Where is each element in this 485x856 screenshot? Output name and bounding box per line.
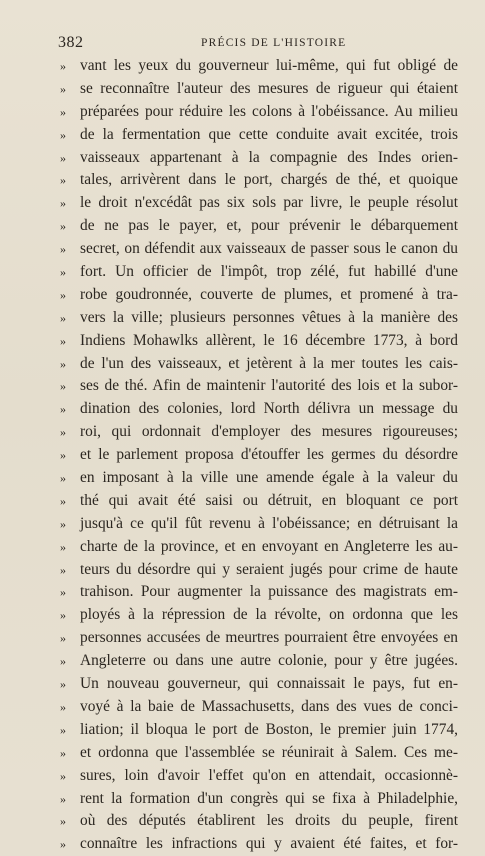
line-text: vaisseaux appartenant à la compagnie des Indes orien- <box>80 148 458 166</box>
line-text: se reconnaître l'auteur des mesures de rigueur qui étaient <box>80 79 458 97</box>
quotation-mark: » <box>60 516 66 531</box>
quotation-mark: » <box>60 837 66 852</box>
text-line <box>60 696 458 719</box>
line-text: robe goudronnée, couverte de plumes, et promené à tra- <box>80 285 458 303</box>
text-line <box>60 353 458 376</box>
text-line <box>60 627 458 650</box>
quotation-mark: » <box>60 333 66 348</box>
page-number: 382 <box>58 34 84 51</box>
line-text: où des députés établirent les droits du peuple, firent <box>80 812 458 830</box>
quotation-mark: » <box>60 631 66 646</box>
text-line <box>60 284 458 307</box>
line-text: de ne pas le payer, et, pour prévenir le débarquement <box>80 217 458 235</box>
quotation-mark: » <box>60 173 66 188</box>
line-text: sures, loin d'avoir l'effet qu'on en attendait, occasionnè- <box>80 766 458 784</box>
line-text: tales, arrivèrent dans le port, chargés de thé, et quoique <box>80 171 458 189</box>
quotation-mark: » <box>60 287 66 302</box>
quotation-mark: » <box>60 425 66 440</box>
quotation-mark: » <box>60 379 66 394</box>
quotation-mark: » <box>60 59 66 73</box>
line-text: secret, on défendit aux vaisseaux de passer sous le canon du <box>80 240 458 258</box>
line-text: en imposant à la ville une amende égale à la valeur du <box>80 469 458 487</box>
line-text: roi, qui ordonnait d'employer des mesures rigoureuses; <box>80 423 458 441</box>
quotation-mark: » <box>60 219 66 234</box>
text-line <box>60 261 458 284</box>
text-line <box>60 490 458 513</box>
quotation-mark: » <box>60 196 66 211</box>
text-line <box>60 604 458 627</box>
line-text: vers la ville; plusieurs personnes vêtues à la manière des <box>80 308 458 326</box>
body-text <box>60 55 458 856</box>
text-line <box>60 238 458 261</box>
text-line <box>60 765 458 788</box>
page-header <box>58 34 468 52</box>
text-line <box>60 124 458 147</box>
quotation-mark: » <box>60 471 66 486</box>
text-line <box>60 55 458 78</box>
quotation-mark: » <box>60 310 66 325</box>
line-text: de l'un des vaisseaux, et jetèrent à la mer toutes les cais- <box>80 354 458 372</box>
line-text: connaître les infractions qui y avaient été faites, et for- <box>80 835 458 853</box>
line-text: préparées pour réduire les colons à l'obéissance. Au milieu <box>80 102 458 120</box>
text-line <box>60 467 458 490</box>
quotation-mark: » <box>60 814 66 829</box>
text-line <box>60 650 458 673</box>
text-line <box>60 330 458 353</box>
line-text: teurs du désordre qui y seraient jugés pour crime de haute <box>80 560 458 578</box>
line-text: ployés à la répression de la révolte, on ordonna que les <box>80 606 458 624</box>
quotation-mark: » <box>60 150 66 165</box>
line-text: et le parlement proposa d'étouffer les germes du désordre <box>80 446 458 464</box>
line-text: rent la formation d'un congrès qui se fixa à Philadelphie, <box>80 789 458 807</box>
line-text: trahison. Pour augmenter la puissance des magistrats em- <box>80 583 458 601</box>
line-text: fort. Un officier de l'impôt, trop zélé, fut habillé d'une <box>80 263 458 281</box>
quotation-mark: » <box>60 81 66 96</box>
line-text: liation; il bloqua le port de Boston, le premier juin 1774, <box>80 720 458 738</box>
quotation-mark: » <box>60 677 66 692</box>
line-text: dination des colonies, lord North délivra un message du <box>80 400 458 418</box>
text-line <box>60 788 458 811</box>
line-text: le droit n'excédât pas six sols par livre, le peuple résolut <box>80 194 458 212</box>
line-text: jusqu'à ce qu'il fût revenu à l'obéissance; en détruisant la <box>80 514 458 532</box>
quotation-mark: » <box>60 402 66 417</box>
line-text: thé qui avait été saisi ou détruit, en bloquant ce port <box>80 491 458 509</box>
text-line <box>60 375 458 398</box>
text-line <box>60 673 458 696</box>
quotation-mark: » <box>60 608 66 623</box>
line-text: Un nouveau gouverneur, qui connaissait le pays, fut en- <box>80 675 458 693</box>
text-line <box>60 215 458 238</box>
text-line <box>60 833 458 856</box>
text-line <box>60 810 458 833</box>
quotation-mark: » <box>60 654 66 669</box>
text-line <box>60 742 458 765</box>
quotation-mark: » <box>60 699 66 714</box>
text-line <box>60 78 458 101</box>
quotation-mark: » <box>60 127 66 142</box>
text-line <box>60 513 458 536</box>
text-line <box>60 536 458 559</box>
line-text: voyé à la baie de Massachusetts, dans des vues de conci- <box>80 697 458 715</box>
quotation-mark: » <box>60 356 66 371</box>
text-line <box>60 169 458 192</box>
line-text: et ordonna que l'assemblée se réunirait à Salem. Ces me- <box>80 743 458 761</box>
quotation-mark: » <box>60 539 66 554</box>
line-text: ses de thé. Afin de maintenir l'autorité des lois et la subor- <box>80 377 458 395</box>
text-line <box>60 559 458 582</box>
text-line <box>60 719 458 742</box>
text-line <box>60 444 458 467</box>
line-text: Indiens Mohawlks allèrent, le 16 décembre 1773, à bord <box>80 331 458 349</box>
quotation-mark: » <box>60 768 66 783</box>
line-text: de la fermentation que cette conduite avait excitée, trois <box>80 125 458 143</box>
quotation-mark: » <box>60 493 66 508</box>
quotation-mark: » <box>60 585 66 600</box>
line-text: Angleterre ou dans une autre colonie, pour y être jugées. <box>80 652 458 670</box>
quotation-mark: » <box>60 265 66 280</box>
quotation-mark: » <box>60 722 66 737</box>
text-line <box>60 192 458 215</box>
line-text: charte de la province, et en envoyant en Angleterre les au- <box>80 537 458 555</box>
quotation-mark: » <box>60 104 66 119</box>
running-head: PRÉCIS DE L'HISTOIRE <box>201 37 347 49</box>
text-line <box>60 101 458 124</box>
text-line <box>60 421 458 444</box>
text-line <box>60 398 458 421</box>
quotation-mark: » <box>60 745 66 760</box>
quotation-mark: » <box>60 448 66 463</box>
quotation-mark: » <box>60 791 66 806</box>
text-line <box>60 307 458 330</box>
text-line <box>60 581 458 604</box>
line-text: vant les yeux du gouverneur lui-même, qui fut obligé de <box>80 57 458 74</box>
line-text: personnes accusées de meurtres pourraient être envoyées en <box>80 629 458 647</box>
text-line <box>60 147 458 170</box>
quotation-mark: » <box>60 562 66 577</box>
quotation-mark: » <box>60 242 66 257</box>
